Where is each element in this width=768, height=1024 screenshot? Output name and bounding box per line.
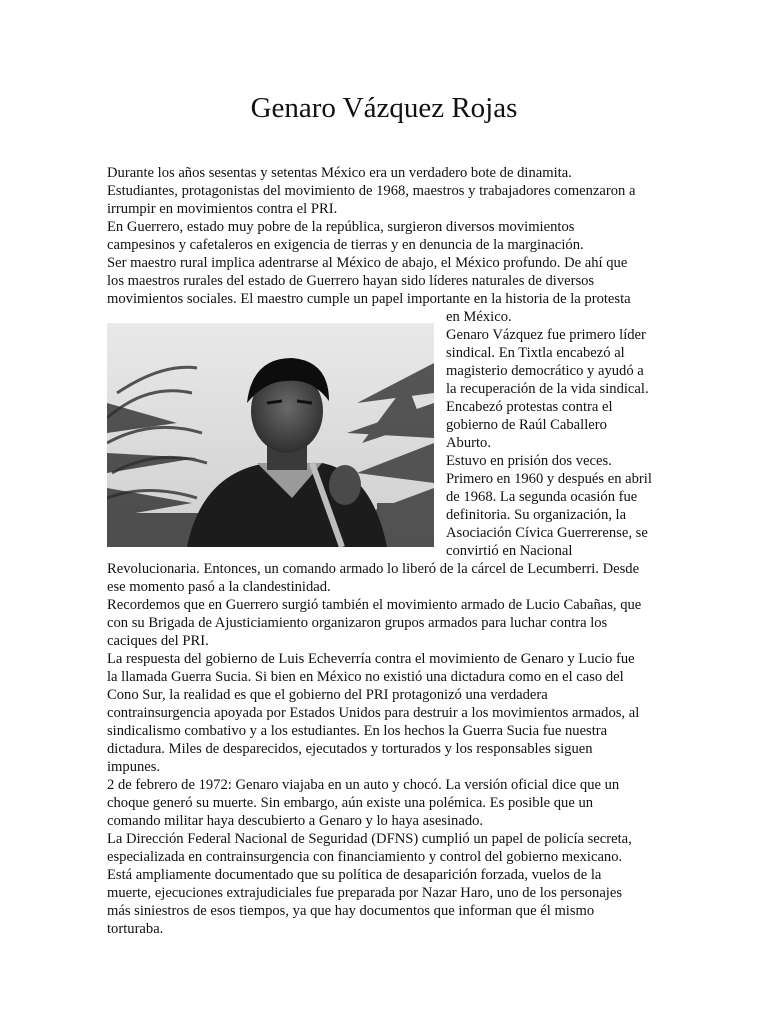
text-line: más siniestros de esos tiempos, ya que hay documentos que informan que él mismo — [107, 903, 595, 919]
text-line: irrumpir en movimientos contra el PRI. — [107, 201, 338, 217]
text-line: Ser maestro rural implica adentrarse al México de abajo, el México profundo. De ahí que — [107, 255, 628, 271]
text-line: La Dirección Federal Nacional de Seguridad (DFNS) cumplió un papel de policía secreta, — [107, 831, 632, 847]
genaro-vazquez-photo — [107, 323, 434, 547]
text-line: Aburto. — [446, 435, 491, 451]
text-line: contrainsurgencia apoyada por Estados Unidos para destruir a los movimientos armados, al — [107, 705, 640, 721]
text-line: Estuvo en prisión dos veces. — [446, 453, 612, 469]
text-line: Genaro Vázquez fue primero líder — [446, 327, 646, 343]
text-line: comando militar haya descubierto a Genaro y lo haya asesinado. — [107, 813, 484, 829]
text-line: movimientos sociales. El maestro cumple un papel importante en la historia de la protesta — [107, 291, 631, 307]
text-line: ese momento pasó a la clandestinidad. — [107, 579, 331, 595]
text-line: impunes. — [107, 759, 161, 775]
text-line: muerte, ejecuciones extrajudiciales fue preparada por Nazar Haro, uno de los personajes — [107, 885, 623, 901]
text-line: la recuperación de la vida sindical. — [446, 381, 649, 397]
text-line: Durante los años sesentas y setentas México era un verdadero bote de dinamita. — [107, 165, 572, 181]
text-line: sindicalismo combativo y a los estudiantes. En los hechos la Guerra Sucia fue nuestra — [107, 723, 608, 739]
text-line: Recordemos que en Guerrero surgió también el movimiento armado de Lucio Cabañas, que — [107, 597, 642, 613]
text-line: los maestros rurales del estado de Guerrero hayan sido líderes naturales de diversos — [107, 273, 595, 289]
text-line: magisterio democrático y ayudó a — [446, 363, 644, 379]
text-line: caciques del PRI. — [107, 633, 209, 649]
text-line: convirtió en Nacional — [446, 543, 573, 559]
text-line: en México. — [446, 309, 512, 325]
text-line: Estudiantes, protagonistas del movimiento de 1968, maestros y trabajadores comenzaron a — [107, 183, 636, 199]
text-line: Primero en 1960 y después en abril — [446, 471, 652, 487]
text-line: dictadura. Miles de desparecidos, ejecutados y torturados y los responsables siguen — [107, 741, 593, 757]
text-line: 2 de febrero de 1972: Genaro viajaba en un auto y chocó. La versión oficial dice que un — [107, 777, 620, 793]
text-line: gobierno de Raúl Caballero — [446, 417, 607, 433]
text-line: Cono Sur, la realidad es que el gobierno del PRI protagonizó una verdadera — [107, 687, 548, 703]
text-line: Encabezó protestas contra el — [446, 399, 613, 415]
text-line: especializada en contrainsurgencia con financiamiento y control del gobierno mexicano. — [107, 849, 623, 865]
text-line: la llamada Guerra Sucia. Si bien en México no existió una dictadura como en el caso del — [107, 669, 624, 685]
text-line: choque generó su muerte. Sin embargo, aún existe una polémica. Es posible que un — [107, 795, 594, 811]
text-line: En Guerrero, estado muy pobre de la república, surgieron diversos movimientos — [107, 219, 575, 235]
text-line: Está ampliamente documentado que su política de desaparición forzada, vuelos de la — [107, 867, 602, 883]
text-line: Revolucionaria. Entonces, un comando armado lo liberó de la cárcel de Lecumberri. Desde — [107, 561, 640, 577]
text-line: sindical. En Tixtla encabezó al — [446, 345, 625, 361]
text-line: torturaba. — [107, 921, 164, 937]
document-title: Genaro Vázquez Rojas — [250, 92, 518, 124]
text-line: Asociación Cívica Guerrerense, se — [446, 525, 648, 541]
text-line: definitoria. Su organización, la — [446, 507, 627, 523]
text-line: campesinos y cafetaleros en exigencia de tierras y en denuncia de la marginación. — [107, 237, 584, 253]
text-line: La respuesta del gobierno de Luis Echeverría contra el movimiento de Genaro y Lucio fue — [107, 651, 635, 667]
text-line: de 1968. La segunda ocasión fue — [446, 489, 638, 505]
text-line: con su Brigada de Ajusticiamiento organizaron grupos armados para luchar contra los — [107, 615, 608, 631]
